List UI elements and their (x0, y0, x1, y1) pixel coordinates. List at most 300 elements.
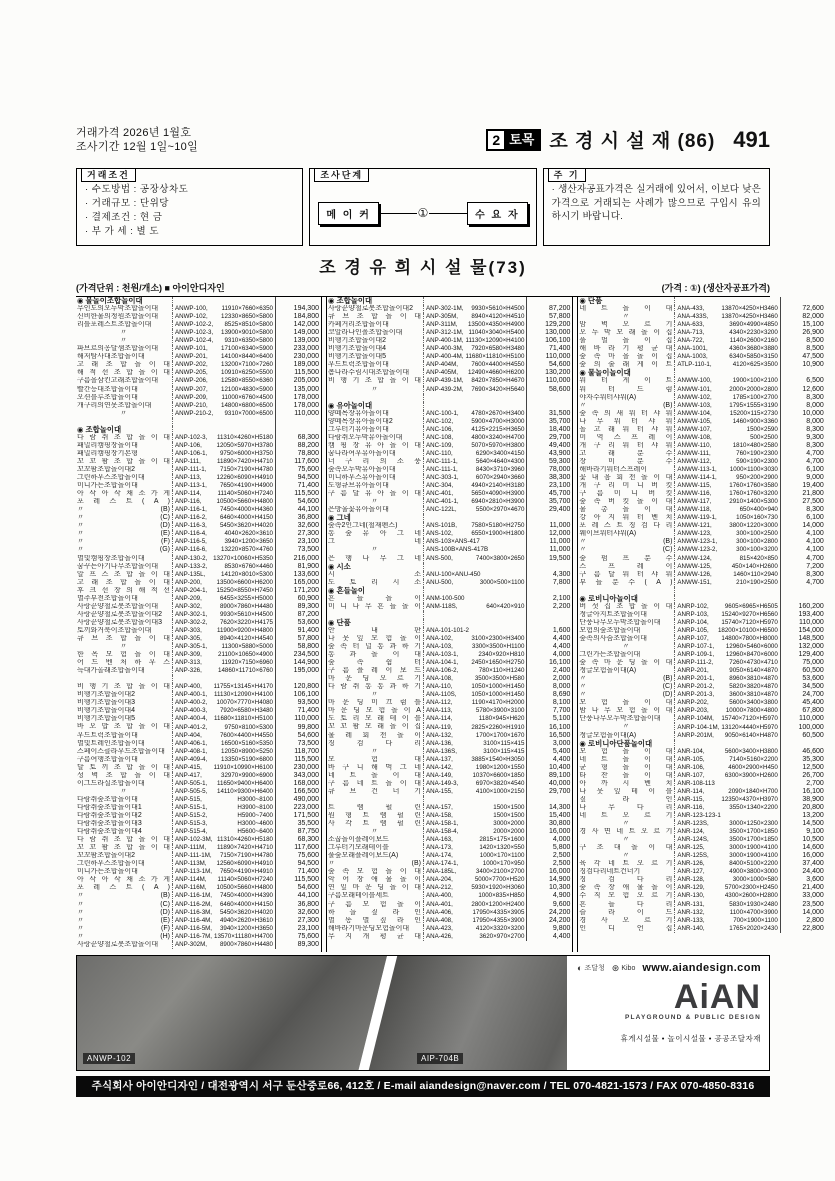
item-price: 54,600 (275, 498, 321, 506)
item-name: 사랑꾼양철로봇조합놀이대3 (76, 619, 173, 627)
item-size: 1420×1320×550 (479, 844, 525, 852)
item-price: 60,500 (780, 667, 826, 675)
price-row (327, 369, 572, 377)
item-price: 14,300 (526, 804, 572, 812)
item-price: 16,000 (526, 868, 572, 876)
price-row (327, 418, 572, 426)
item-price: 2,800 (780, 917, 826, 925)
item-name: 〃 (578, 313, 675, 321)
diagram-line (379, 213, 417, 214)
price-row (327, 860, 572, 868)
item-price: 110,000 (526, 377, 572, 385)
item-price: 8,000 (526, 683, 572, 691)
item-price: 68,300 (275, 434, 321, 442)
price-row (76, 410, 321, 418)
item-price: 12,000 (526, 530, 572, 538)
price-row (327, 691, 572, 699)
model-code: ANWW-123-1, (677, 538, 718, 546)
price-row (327, 917, 572, 925)
item-price: 115,500 (275, 876, 321, 884)
price-row (76, 909, 321, 917)
item-price: 9,600 (526, 901, 572, 909)
item-price: 36,800 (275, 901, 321, 909)
item-size: 11040×3040×H5400 (468, 329, 525, 337)
item-size: 6340×5850×3150 (729, 353, 778, 361)
item-name: 징 검 다 리 (578, 876, 675, 884)
model-code: ANWP-101, (175, 345, 208, 353)
price-row (327, 723, 572, 731)
item-name: 〃 (B) (76, 506, 173, 514)
item-price: 132,000 (780, 643, 826, 651)
item-name: 우드트럭조합놀이대 (76, 732, 173, 740)
item-size: 11130×12090×H4100 (214, 691, 273, 699)
item-size: 1460×900×3360 (732, 417, 778, 425)
item-name: 리틀포레스트조합놀이대 (76, 321, 173, 329)
model-code: ANA-136, (425, 739, 453, 747)
item-price: 54,600 (526, 361, 572, 369)
price-row (76, 361, 321, 369)
item-price: 35,700 (526, 498, 572, 506)
item-name: 고 래 분 수 (578, 450, 675, 458)
model-code: ANRP-104M, (677, 715, 714, 723)
item-price: 54,600 (275, 884, 321, 892)
item-name: 그린하우스조합놀이대 (76, 860, 173, 868)
model-code: ANA-158-1, (425, 820, 459, 828)
item-size: 1050×1000×H1450 (471, 683, 525, 691)
price-row (76, 498, 321, 506)
item-price: 115,500 (275, 756, 321, 764)
item-name: 꿈꾸는아기나무조합놀이대 (76, 563, 173, 571)
item-price: 139,000 (275, 337, 321, 345)
item-name: 육 각 네 트 오 르 기 (578, 860, 675, 868)
item-size: 2000×2000×2800 (729, 385, 778, 393)
item-name: 야자수워터샤워(A) (578, 394, 675, 402)
model-code: ANWW-114-1, (677, 474, 717, 482)
model-code: ANA-426, (425, 932, 453, 940)
item-size: 8420×7850×H4670 (471, 377, 525, 385)
model-code: ANP-326, (175, 667, 202, 675)
item-size: 1190×4170×H2000 (471, 699, 525, 707)
item-size: 12960×5460×6000 (725, 643, 778, 651)
item-name: 개 구 리 워 터 샤 워 (578, 442, 675, 450)
item-size: 14120×8010×5300 (221, 570, 273, 578)
model-code: ANP-400, (175, 683, 202, 691)
model-code: ANA-633, (677, 321, 705, 329)
model-code: ANRP-105, (677, 626, 709, 634)
item-size: 6970×3820×4540 (475, 779, 525, 787)
item-price: 2,000 (526, 675, 572, 683)
price-row (578, 860, 825, 868)
price-row (76, 377, 321, 385)
item-name: 흔 들 다 리 (578, 901, 675, 909)
item-name: 사랑꾼양철로봇조합놀이대2 (327, 305, 424, 313)
model-code: ANWW-151, (677, 578, 712, 586)
item-name: 타 잔 놀 이 대 (578, 772, 675, 780)
item-name: 연 잎 마 운 딩 놀 이 대 (327, 884, 424, 892)
model-code: ANU-100×ANU-450 (425, 570, 481, 578)
item-name: 밤 나 무 모 험 놀 이 대 (578, 707, 675, 715)
item-name: 미 니 나 무 흔 들 놀 이 (327, 603, 424, 611)
item-name: 해바라기마운딩모험놀이대 (327, 925, 424, 933)
price-row (578, 844, 825, 852)
item-price: 135,000 (275, 386, 321, 394)
item-size: 2000×2000 (493, 828, 525, 836)
item-name: 비행기조합놀이대2 (327, 337, 424, 345)
item-size: 12330×8650×5800 (221, 313, 273, 321)
item-price: 73,500 (275, 546, 321, 554)
item-price: 9,100 (780, 828, 826, 836)
price-point-node: ① (417, 206, 429, 220)
model-code: ANA-155, (425, 787, 453, 795)
item-price: 49,400 (526, 442, 572, 450)
item-size: 2815×175×1600 (479, 836, 525, 844)
item-name: 인 디 언 집 (578, 925, 675, 933)
price-row (76, 434, 321, 442)
price-row (578, 788, 825, 796)
price-row (76, 715, 321, 723)
item-size: 7650×4190×H4900 (219, 482, 273, 490)
model-code: ANWW-125, (677, 562, 712, 570)
price-row (327, 386, 572, 394)
item-size: 8525×8510×5800 (224, 321, 273, 329)
item-size: 5830×1930×2480 (729, 900, 778, 908)
item-price: 14,000 (780, 522, 826, 530)
model-code: ANP-302-2, (175, 618, 208, 626)
price-row (578, 458, 825, 466)
price-row (76, 820, 321, 828)
model-code: ANR-123S, (677, 820, 709, 828)
model-code: ANA-1001, (677, 345, 708, 353)
item-name: 징검다리네트건너기 (578, 868, 675, 876)
model-code: ANP-116-1, (175, 506, 207, 514)
item-price: 24,200 (526, 917, 572, 925)
model-code: ANC-100-1, (425, 409, 459, 417)
item-name: 그루터기유아놀이대 (327, 426, 424, 434)
item-size: 6300×3900×H2600 (724, 771, 778, 779)
item-name: 후 크 선 장 의 해 적 선 (76, 587, 173, 595)
item-size: 1980×1200×1550 (475, 763, 525, 771)
item-name: 구 름 네 트 놀 이 대 (327, 780, 424, 788)
item-name: 통 과 놀 이 대 (327, 651, 424, 659)
model-code: ANA-113, (425, 707, 453, 715)
item-size: 11650×9400×H6400 (217, 779, 273, 787)
model-code: ANWP-207, (175, 385, 208, 393)
item-price: 4,000 (526, 651, 572, 659)
item-name: 꼬 꼬 팜 조 합 놀 이 대 (76, 844, 173, 852)
price-row (578, 466, 825, 474)
item-price: 89,300 (275, 603, 321, 611)
item-name: 〃 (327, 748, 424, 756)
model-code: ANWW-123-2, (677, 546, 718, 554)
price-row (578, 337, 825, 345)
distribution-diagram (318, 191, 527, 235)
item-name: 마 운 딩 오 르 기 (327, 675, 424, 683)
website-link[interactable]: www.aiandesign.com (642, 962, 761, 974)
model-code: ANWW-117, (677, 498, 712, 506)
item-name: 카페거리조합놀이대 (327, 321, 424, 329)
price-row (76, 852, 321, 860)
item-name: 숲 속 터 널 통 과 하 기 (327, 643, 424, 651)
model-code: ANS-102, (425, 530, 453, 538)
item-name: 큐 브 조 합 놀 이 대 (327, 313, 424, 321)
price-row (327, 836, 572, 844)
model-code: ANP-106-1, (175, 449, 208, 457)
item-price: 5,800 (526, 844, 572, 852)
item-price: 233,000 (275, 345, 321, 353)
item-name: 구 름 미 니 버 킷 (578, 490, 675, 498)
model-code: ANP-404, (175, 731, 202, 739)
spacer-row (327, 796, 572, 804)
item-name: 은 행 나 무 그 네 (327, 555, 424, 563)
consumer-node: 수 요 자 (467, 202, 528, 225)
item-size: 12050×8900×5250 (221, 747, 273, 755)
price-row (327, 426, 572, 434)
price-row (76, 884, 321, 892)
item-price: 54,600 (275, 732, 321, 740)
item-price: 3,600 (780, 876, 826, 884)
item-price: 44,100 (275, 506, 321, 514)
item-size: 14110×9300×H6400 (217, 787, 273, 795)
item-price: 87,200 (275, 611, 321, 619)
item-price: 27,300 (275, 917, 321, 925)
section-header-label: ◉ 유아놀이대 (327, 402, 424, 410)
model-code: ANS-103×ANS-417 (425, 538, 480, 546)
model-code: ANC-111-1, (425, 466, 458, 473)
model-code: ANM-118S, (425, 602, 458, 610)
price-row (578, 506, 825, 514)
item-name: 포 레 스 트 ( A ) (76, 498, 173, 506)
item-size: 450×140×H2600 (731, 562, 778, 570)
item-name: 우드트럭조합놀이대 (327, 361, 424, 369)
price-row (76, 748, 321, 756)
item-size: 640×420×910 (486, 602, 525, 610)
price-row (76, 901, 321, 909)
item-price: 89,100 (526, 772, 572, 780)
item-size: 3600×3810×4870 (729, 691, 778, 699)
model-code: ANWW-118, (677, 506, 712, 514)
item-size: 11890×7420×H4710 (217, 457, 273, 465)
model-code: ANC-108, (425, 433, 454, 441)
model-code: ANA-103-1, (425, 651, 459, 659)
item-size: 4360×3680×3880 (729, 345, 778, 353)
item-price: 21,800 (780, 490, 826, 498)
item-name: 〃 (327, 386, 424, 394)
item-price: 27,300 (275, 530, 321, 538)
item-name: 징 검 다 리 (327, 740, 424, 748)
item-size: 7450×4000×H4360 (219, 506, 273, 514)
item-name: 꼬꼬팜조합놀이대2 (76, 852, 173, 860)
model-code: ANP-116-5M, (175, 924, 213, 932)
section-header (578, 595, 825, 603)
model-code: ANP-312-1M, (425, 329, 464, 337)
model-code: ANWW-111, (677, 449, 711, 457)
item-name: 패밀리캠핑장기본형 (76, 450, 173, 458)
item-size: 13500×6600×H6200 (216, 578, 273, 586)
price-row (327, 603, 572, 611)
model-code: ANC-303-1, (425, 474, 459, 482)
item-name: 비행기조합놀이대5 (76, 715, 173, 723)
price-row (76, 321, 321, 329)
item-name: 너 구 리 의 소 풍 (327, 458, 424, 466)
item-price: 88,200 (275, 442, 321, 450)
model-code: ANR-132, (677, 908, 705, 916)
model-code: ANRP-102, (677, 602, 709, 610)
item-size: 21100×10650×4900 (218, 651, 273, 659)
item-price: 23,100 (526, 482, 572, 490)
item-price: 10,000 (780, 410, 826, 418)
model-code: ANP-505-1, (175, 779, 208, 787)
model-code: ANWP-202, (175, 361, 208, 369)
item-price: 230,000 (275, 764, 321, 772)
item-size: 10910×6250×5500 (221, 369, 273, 377)
item-price: 71,400 (275, 482, 321, 490)
item-name: 시 소 (327, 571, 424, 579)
item-price: 144,900 (275, 659, 321, 667)
model-code: ANP-303, (175, 626, 202, 634)
model-code: ANP-515-2, (175, 812, 208, 820)
price-row (76, 603, 321, 611)
item-name: 〃 (B) (578, 402, 675, 410)
price-row (76, 595, 321, 603)
item-name: 꿈나라여우유아놀이대 (327, 450, 424, 458)
item-price: 30,800 (526, 820, 572, 828)
price-row (327, 788, 572, 796)
item-size: 4300×2600×H2800 (724, 892, 778, 900)
item-price: 22,800 (780, 925, 826, 933)
item-name: 꼬꼬팜조합놀이대2 (76, 466, 173, 474)
model-code: ANP-302-1M, (425, 305, 464, 313)
price-row (578, 530, 825, 538)
model-code: ANR-129, (677, 884, 705, 892)
item-size: 3000×1900×4100 (729, 844, 778, 852)
item-size: 8940×4120×H4540 (219, 634, 273, 642)
item-name: 모 험 대 (327, 756, 424, 764)
price-column-3 (577, 297, 825, 952)
item-price: 129,200 (526, 321, 572, 329)
model-code: ANP-305-1, (175, 643, 208, 651)
model-code: ANA-103, (425, 643, 453, 651)
item-name: 구 름 모 험 놀 이 (327, 901, 424, 909)
item-price: 87,200 (526, 305, 572, 313)
item-size: 700×1900×1100 (733, 916, 778, 924)
price-row (578, 917, 825, 925)
item-name: 강 아 지 워 터 벤 치 (578, 514, 675, 522)
item-name: 해 적 선 조 합 놀 이 대 (76, 369, 173, 377)
section-header (76, 297, 321, 305)
model-code: ANP-439-2M, (425, 385, 464, 393)
model-code: ANP-302-1, (175, 610, 208, 618)
item-name: 풀숲모래플레이보드(A) (327, 852, 424, 860)
price-row (76, 707, 321, 715)
item-price: 38,900 (780, 796, 826, 804)
item-price: 14,900 (526, 876, 572, 884)
price-row (327, 748, 572, 756)
model-code: ANA-406, (425, 908, 453, 916)
item-name: 〃 (E) (76, 530, 173, 538)
item-name: 숲 의 술 래 게 이 트 (578, 361, 675, 369)
model-code: ANR-125, (677, 844, 705, 852)
item-price: 75,000 (780, 659, 826, 667)
item-price: 10,500 (780, 836, 826, 844)
price-row (76, 812, 321, 820)
price-row (76, 394, 321, 402)
item-name: 다 람 쥐 조 합 놀 이 대 (76, 836, 173, 844)
model-code: ANP-515-1, (175, 803, 208, 811)
model-code: ANR-128, (677, 876, 705, 884)
item-price: 8,000 (780, 402, 826, 410)
item-price: 53,600 (780, 675, 826, 683)
item-price: 7,700 (526, 707, 572, 715)
item-price: 178,000 (275, 402, 321, 410)
trade-conditions-label: 거래조건 (81, 168, 136, 182)
price-row (327, 933, 572, 941)
company-contact-bar[interactable]: 주식회사 아이안디자인 / 대전광역시 서구 둔산중로66, 412호 / E-mail aiandesign@naver.com / TEL 070-4821-1573 / FAX 070-4850-8316 (76, 1076, 770, 1097)
price-row (578, 925, 825, 933)
model-code: ANRP-111-2, (677, 659, 714, 667)
model-code: ANP-400-2, (175, 699, 208, 707)
price-row (578, 450, 825, 458)
item-name: 소꿉놀이플레이보드 (327, 836, 424, 844)
item-size: 7620×3220×H4175 (219, 618, 273, 626)
item-price: 82,000 (780, 313, 826, 321)
category-badge (486, 129, 541, 151)
item-size: 5600×3400×3800 (729, 699, 778, 707)
item-name: 정글모험놀이대(A) (578, 732, 675, 740)
model-code: ANP-515, (175, 795, 202, 803)
price-row (327, 667, 572, 675)
item-name: 그루터기모래테이블 (327, 844, 424, 852)
price-row (76, 659, 321, 667)
model-code: ANRP-107-1, (677, 643, 715, 651)
item-name: 패밀리캠핑장놀이대 (76, 442, 173, 450)
price-row (327, 538, 572, 546)
section-header-label: ◉ 그네 (327, 514, 424, 522)
price-row (327, 305, 572, 313)
item-price: 75,600 (275, 933, 321, 941)
item-size: 32970×9900×6900 (221, 771, 273, 779)
item-price: 8,300 (780, 426, 826, 434)
model-code: ANP-113M, (175, 860, 207, 868)
section-header-label: ◉ 로비니아놀이대 (578, 595, 675, 603)
price-row (327, 756, 572, 764)
trade-conditions-box (76, 168, 303, 246)
item-size: H5900~7400 (237, 812, 273, 820)
price-row (578, 345, 825, 353)
item-size: 9310×6350×5800 (224, 337, 273, 345)
item-size: 7600×4400×H4550 (219, 731, 273, 739)
price-row (76, 804, 321, 812)
item-name: 미니가든조합놀이대 (76, 482, 173, 490)
model-code: ANWW-124, (677, 554, 712, 562)
price-row (327, 530, 572, 538)
item-name: 트 램 펄 린 (327, 804, 424, 812)
item-name: 통 숲 유 아 그 네 (327, 530, 424, 538)
item-price: 9,300 (780, 434, 826, 442)
price-row (578, 691, 825, 699)
item-name: 미니가든조합놀이대 (76, 868, 173, 876)
item-size: 2090×1840×H700 (728, 787, 778, 795)
item-name: 〃 (C) (76, 514, 173, 522)
price-row (327, 804, 572, 812)
item-name: 숲 속 장 애 물 놀 이 (578, 884, 675, 892)
price-row (578, 683, 825, 691)
model-code: ANP-111M, (175, 844, 207, 852)
price-row (578, 442, 825, 450)
item-size: 210×190×2500 (736, 578, 778, 586)
price-row (327, 707, 572, 715)
item-size: 5930×1920×H3060 (471, 884, 525, 892)
item-name: 해저탐사대조합놀이대 (76, 353, 173, 361)
